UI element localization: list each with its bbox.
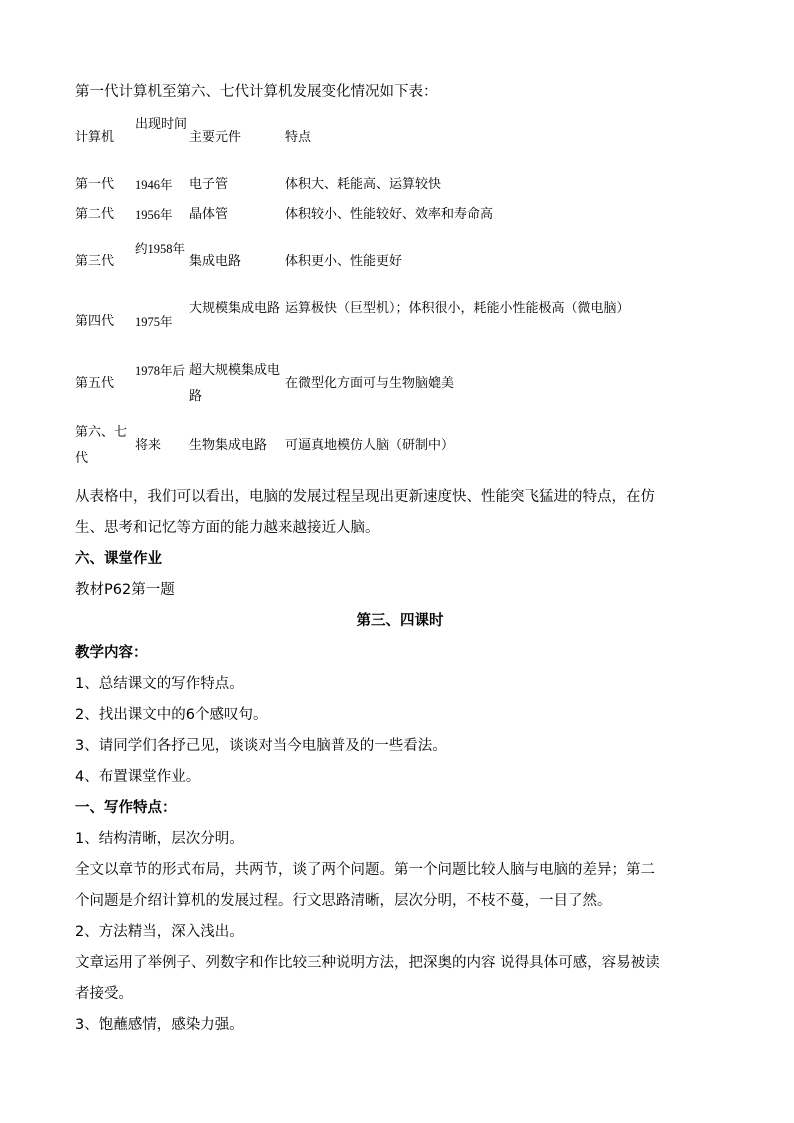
section-6-title: 六、课堂作业 [75, 551, 162, 567]
row-year: 1978年后 [135, 364, 186, 378]
header-time: 出现时间 [135, 117, 188, 132]
header-component: 主要元件 [189, 130, 242, 145]
row-component: 电子管 [189, 177, 229, 192]
row-features: 体积较小、性能较好、效率和寿命高 [285, 207, 494, 222]
content-label: 教学内容： [75, 645, 148, 661]
point-1-title: 1、结构清晰，层次分明。 [75, 831, 244, 847]
content-item: 2、找出课文中的6个感叹句。 [75, 707, 268, 723]
row-year: 将来 [135, 438, 162, 453]
point-2-line-1: 文章运用了举例子、列数字和作比较三种说明方法，把深奥的内容 说得具体可感，容易被读 [75, 955, 660, 971]
row-generation: 第一代 [75, 177, 115, 192]
summary-line-2: 生、思考和记忆等方面的能力越来越接近人脑。 [75, 520, 380, 536]
point-1-line-2: 个问题是介绍计算机的发展过程。行文思路清晰，层次分明，不枝不蔓，一目了然。 [75, 893, 612, 909]
content-item: 3、请同学们各抒己见，谈谈对当今电脑普及的一些看法。 [75, 738, 447, 754]
row-features: 运算极快（巨型机）；体积很小，耗能小性能极高（微电脑） [285, 301, 630, 316]
row-features: 体积更小、性能更好 [285, 254, 403, 269]
summary-line-1: 从表格中，我们可以看出，电脑的发展过程呈现出更新速度快、性能突飞猛进的特点，在仿 [75, 489, 655, 505]
section-1-title: 一、写作特点： [75, 800, 177, 816]
row-year: 1956年 [135, 208, 173, 222]
row-generation: 第二代 [75, 207, 115, 222]
row-component: 集成电路 [189, 254, 242, 269]
point-2-line-2: 者接受。 [75, 986, 133, 1002]
header-features: 特点 [285, 130, 312, 145]
point-3-title: 3、饱蘸感情，感染力强。 [75, 1017, 244, 1033]
row-component: 超大规模集成电路 [189, 363, 281, 404]
content-item: 4、布置课堂作业。 [75, 769, 201, 785]
row-generation: 第六、七代 [75, 425, 128, 466]
point-1-line-1: 全文以章节的形式布局，共两节，谈了两个问题。第一个问题比较人脑与电脑的差异；第二 [75, 862, 655, 878]
row-year: 1975年 [135, 315, 173, 329]
lesson-title: 第三、四课时 [356, 613, 444, 629]
row-generation: 第三代 [75, 254, 115, 269]
point-2-title: 2、方法精当，深入浅出。 [75, 924, 244, 940]
row-features: 体积大、耗能高、运算较快 [285, 177, 442, 192]
row-year: 1946年 [135, 178, 173, 192]
intro-text: 第一代计算机至第六、七代计算机发展变化情况如下表： [75, 84, 438, 100]
row-features: 在微型化方面可与生物脑媲美 [285, 376, 455, 391]
row-component: 生物集成电路 [189, 438, 268, 453]
header-computer: 计算机 [75, 130, 115, 145]
row-generation: 第五代 [75, 376, 115, 391]
row-component: 晶体管 [189, 207, 229, 222]
row-features: 可逼真地模仿人脑（研制中） [285, 438, 455, 453]
row-year: 约1958年 [135, 242, 186, 256]
content-item: 1、总结课文的写作特点。 [75, 676, 244, 692]
row-generation: 第四代 [75, 314, 115, 329]
row-component: 大规模集成电路 [189, 301, 281, 316]
section-6-text: 教材P62第一题 [75, 582, 175, 598]
